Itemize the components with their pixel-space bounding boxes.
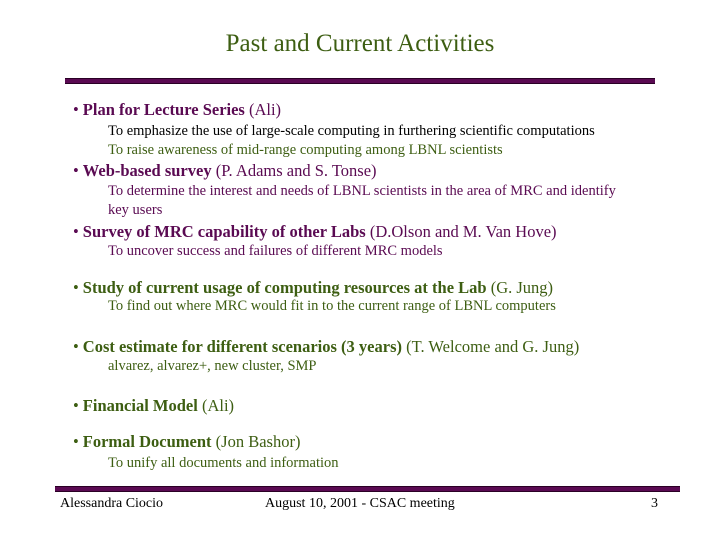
footer-divider	[55, 486, 680, 492]
bullet-item	[73, 100, 281, 120]
footer-author: Alessandra Ciocio	[60, 496, 164, 511]
sub-item: To emphasize the use of large-scale computing in furthering scientific computations	[108, 123, 595, 139]
bullet-heading: Financial Model	[82, 396, 198, 415]
bullet-heading: Formal Document	[82, 432, 212, 451]
bullet-item	[73, 337, 579, 357]
slide-title: Past and Current Activities	[225, 30, 495, 57]
sub-item: alvarez, alvarez+, new cluster, SMP	[108, 358, 317, 374]
sub-item: To uncover success and failures of different MRC models	[108, 243, 443, 259]
bullet-icon: •	[73, 432, 79, 451]
bullet-icon: •	[73, 222, 79, 241]
bullet-heading: Plan for Lecture Series	[82, 100, 245, 119]
bullet-heading: Cost estimate for different scenarios (3 years)	[82, 337, 402, 356]
bullet-icon: •	[73, 337, 79, 356]
page-number: 3	[651, 496, 658, 511]
bullet-item	[73, 161, 377, 181]
bullet-owner: (Ali)	[197, 396, 235, 415]
bullet-owner: (G. Jung)	[486, 278, 554, 297]
bullet-item	[73, 396, 234, 416]
sub-item: key users	[108, 202, 163, 218]
sub-item: To determine the interest and needs of LBNL scientists in the area of MRC and identify	[108, 183, 616, 199]
bullet-item	[73, 222, 557, 242]
sub-item: To unify all documents and information	[108, 455, 339, 471]
bullet-icon: •	[73, 278, 79, 297]
bullet-icon: •	[73, 396, 79, 415]
bullet-owner: (D.Olson and M. Van Hove)	[365, 222, 557, 241]
bullet-icon: •	[73, 100, 79, 119]
sub-item: To find out where MRC would fit in to the current range of LBNL computers	[108, 298, 556, 314]
bullet-icon: •	[73, 161, 79, 180]
bullet-heading: Web-based survey	[82, 161, 212, 180]
bullet-owner: (Jon Bashor)	[211, 432, 301, 451]
bullet-owner: (T. Welcome and G. Jung)	[402, 337, 580, 356]
sub-item: To raise awareness of mid-range computing among LBNL scientists	[108, 142, 503, 158]
footer-event: August 10, 2001 - CSAC meeting	[265, 496, 455, 511]
bullet-heading: Study of current usage of computing resources at the Lab	[82, 278, 487, 297]
bullet-heading: Survey of MRC capability of other Labs	[82, 222, 366, 241]
bullet-owner: (P. Adams and S. Tonse)	[211, 161, 377, 180]
bullet-owner: (Ali)	[244, 100, 282, 119]
bullet-item	[73, 432, 300, 452]
bullet-item	[73, 278, 553, 298]
title-divider	[65, 78, 655, 84]
